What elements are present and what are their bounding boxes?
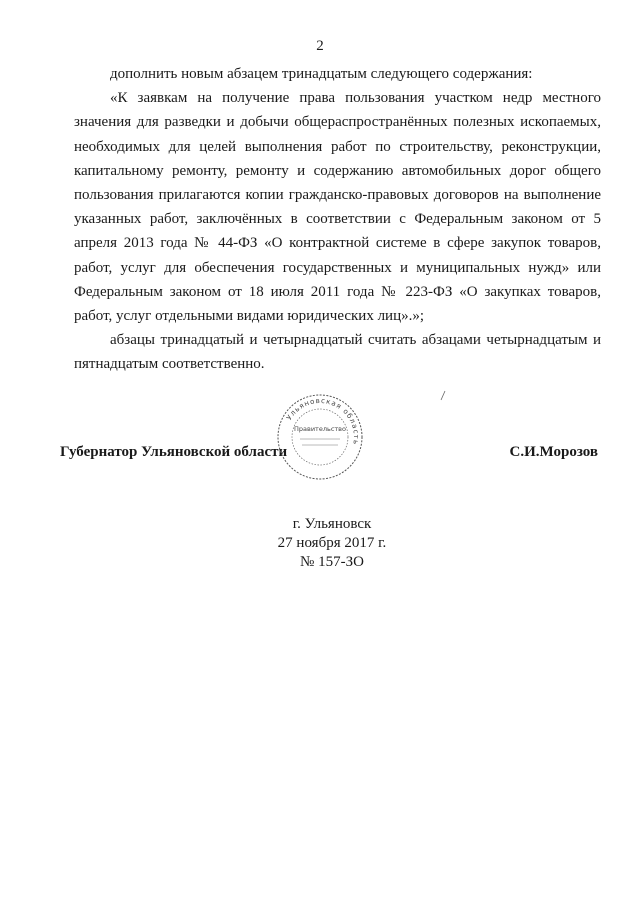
body-paragraph: «К заявкам на получение права пользования участком недр местного значения для разведки и добычи общераспространённых полезных ископаемых, необходимых для целей выполнения работ по строительству, реконструкции, капитальному ремонту, ремонту и содержанию автомобильных дорог общего пользования прилагаются копии гражданско-правовых договоров на выполнение указанных работ, заключённых в соответствии с Федеральным законом от 5 апреля 2013 года № 44-ФЗ «О контрактной системе в сфере закупок товаров, работ, услуг для обеспечения государственных и муниципальных нужд» или Федеральным законом от 18 июля 2011 года № 223-ФЗ «О закупках товаров, работ, услуг отдельными видами юридических лиц».»; bbox=[74, 90, 601, 325]
colophon-date: 27 ноября 2017 г. bbox=[277, 535, 387, 551]
document-body bbox=[74, 62, 601, 377]
svg-text:Ульяновская область: Ульяновская область bbox=[285, 396, 361, 446]
pen-mark bbox=[438, 390, 448, 402]
body-paragraph: абзацы тринадцатый и четырнадцатый считать абзацами четырнадцатым и пятнадцатым соответственно. bbox=[74, 332, 601, 373]
colophon bbox=[0, 515, 640, 572]
svg-text:Правительство: Правительство bbox=[294, 425, 346, 433]
colophon-number: № 157-ЗО bbox=[300, 554, 364, 570]
page-number: 2 bbox=[316, 38, 324, 54]
signatory-title: Губернатор Ульяновской области bbox=[60, 444, 288, 460]
body-paragraph: дополнить новым абзацем тринадцатым следующего содержания: bbox=[110, 66, 533, 82]
colophon-city: г. Ульяновск bbox=[292, 516, 372, 532]
official-seal-stamp bbox=[276, 393, 364, 481]
signatory-name: С.И.Морозов bbox=[509, 444, 598, 460]
